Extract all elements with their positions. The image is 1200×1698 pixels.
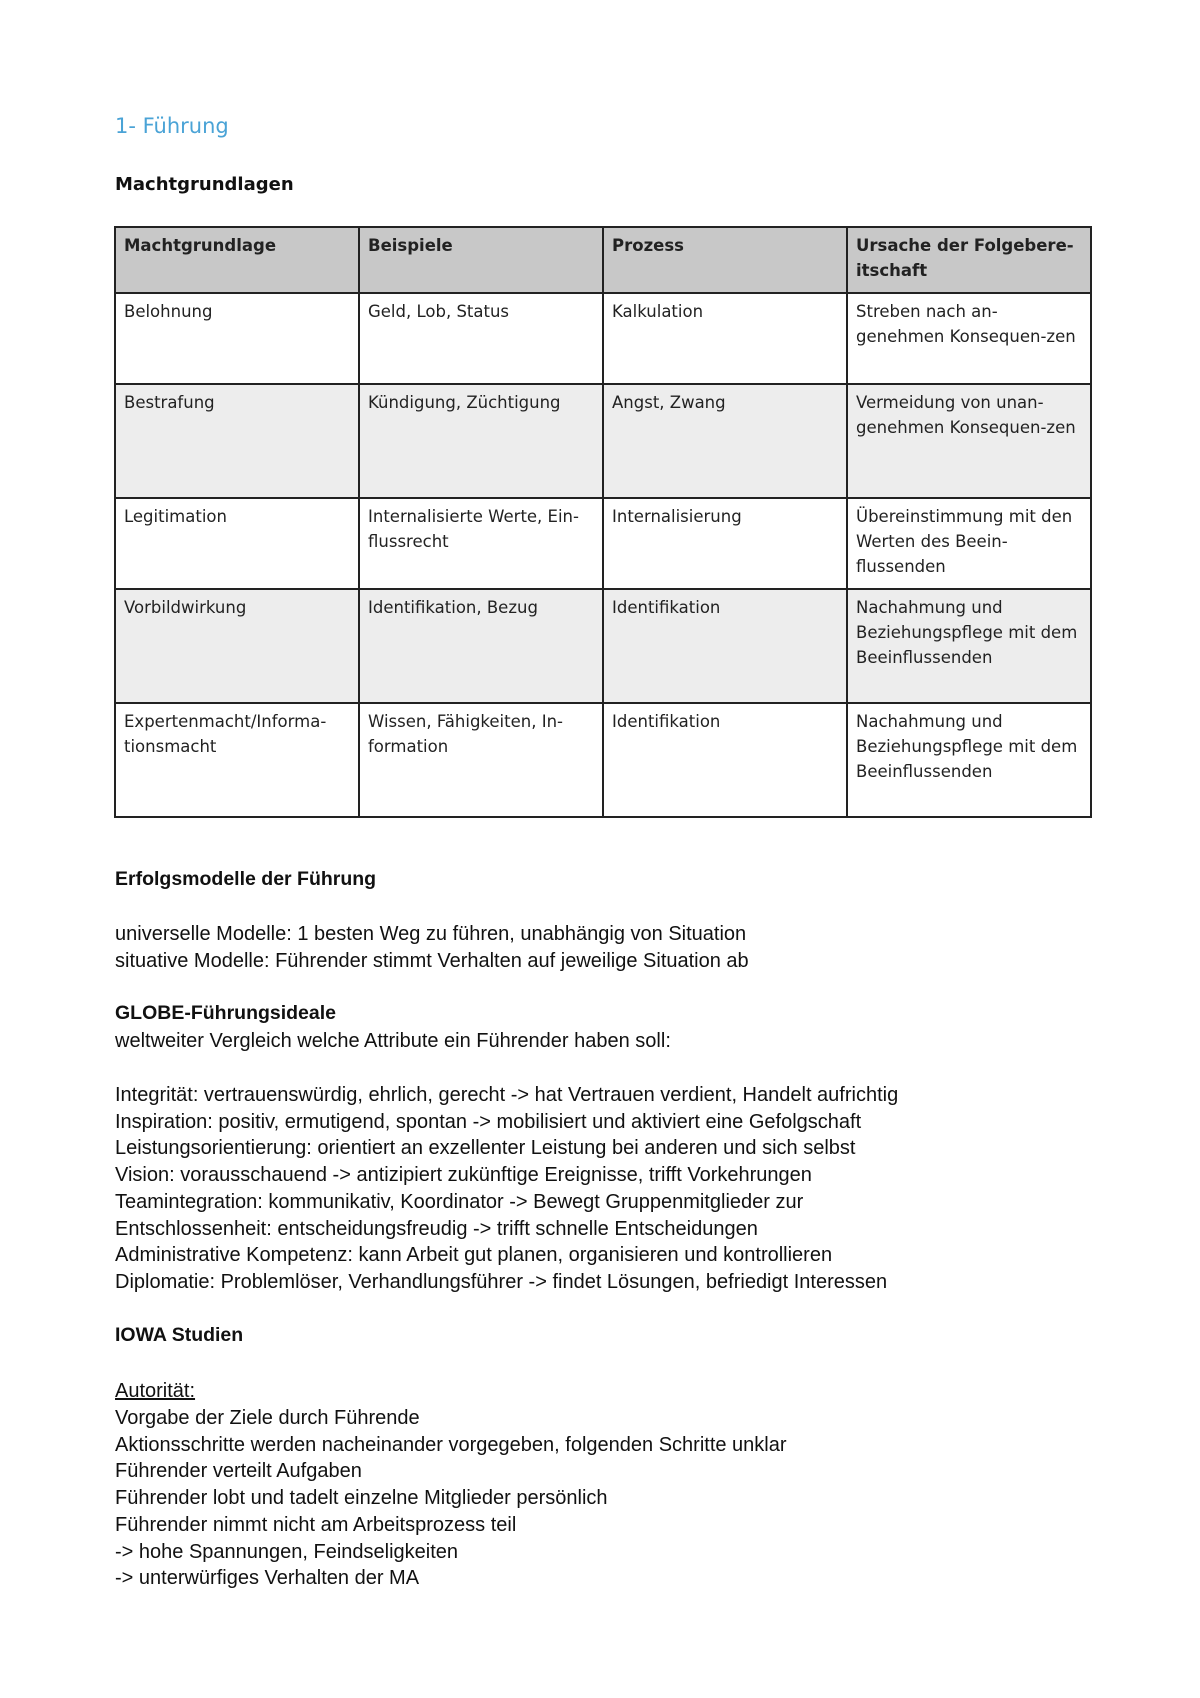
table-cell: Übereinstimmung mit den Werten des Beein-flussenden (847, 498, 1091, 589)
column-header: Prozess (603, 227, 847, 293)
table-cell: Identifikation, Bezug (359, 589, 603, 703)
text-line: situative Modelle: Führender stimmt Verhalten auf jeweilige Situation ab (115, 949, 749, 972)
table-row (115, 293, 1091, 384)
table-cell: Identifikation (603, 703, 847, 817)
table-cell: Internalisierte Werte, Ein-flussrecht (359, 498, 603, 589)
list-item: Administrative Kompetenz: kann Arbeit gut planen, organisieren und kontrollieren (115, 1244, 833, 1267)
table-cell: Vermeidung von unan-genehmen Konsequen-zen (847, 384, 1091, 498)
globe-heading: GLOBE-Führungsideale (115, 1002, 337, 1024)
table-row (115, 703, 1091, 817)
text-line: universelle Modelle: 1 besten Weg zu führen, unabhängig von Situation (115, 923, 747, 945)
globe-list (115, 1082, 898, 1296)
table-cell: Expertenmacht/Informa-tionsmacht (115, 703, 359, 817)
list-item: -> unterwürfiges Verhalten der MA (115, 1567, 420, 1590)
iowa-heading: IOWA Studien (115, 1324, 244, 1346)
table-cell: Geld, Lob, Status (359, 293, 603, 384)
list-item: Integrität: vertrauenswürdig, ehrlich, gerecht -> hat Vertrauen verdient, Handelt aufrichtig (115, 1084, 899, 1106)
table-cell: Legitimation (115, 498, 359, 589)
list-item: Diplomatie: Problemlöser, Verhandlungsführer -> findet Lösungen, befriedigt Interessen (115, 1270, 888, 1293)
column-header: Beispiele (359, 227, 603, 293)
list-item: Teamintegration: kommunikativ, Koordinator -> Bewegt Gruppenmitglieder zur (115, 1190, 804, 1213)
list-item: Führender lobt und tadelt einzelne Mitglieder persönlich (115, 1487, 608, 1510)
table-cell: Wissen, Fähigkeiten, In-formation (359, 703, 603, 817)
power-bases-table (114, 226, 1092, 818)
power-bases-heading: Machtgrundlagen (115, 174, 294, 195)
table-cell: Identifikation (603, 589, 847, 703)
column-header: Machtgrundlage (115, 227, 359, 293)
list-item: -> hohe Spannungen, Feindseligkeiten (115, 1540, 459, 1563)
table-cell: Streben nach an-genehmen Konsequen-zen (847, 293, 1091, 384)
table-cell: Kündigung, Züchtigung (359, 384, 603, 498)
table-cell: Nachahmung und Beziehungspflege mit dem Beeinflussenden (847, 703, 1091, 817)
table-row (115, 498, 1091, 589)
iowa-list (115, 1405, 787, 1592)
table-cell: Internalisierung (603, 498, 847, 589)
globe-intro: weltweiter Vergleich welche Attribute ein Führender haben soll: (115, 1030, 671, 1052)
success-models-heading: Erfolgsmodelle der Führung (115, 868, 377, 890)
table-row (115, 384, 1091, 498)
list-item: Führender nimmt nicht am Arbeitsprozess teil (115, 1513, 517, 1536)
table-cell: Belohnung (115, 293, 359, 384)
list-item: Leistungsorientierung: orientiert an exzellenter Leistung bei anderen und sich selbst (115, 1137, 856, 1160)
table-cell: Bestrafung (115, 384, 359, 498)
table-cell: Vorbildwirkung (115, 589, 359, 703)
list-item: Aktionsschritte werden nacheinander vorgegeben, folgenden Schritte unklar (115, 1433, 787, 1456)
table-header-row (115, 227, 1091, 293)
table-cell: Angst, Zwang (603, 384, 847, 498)
column-header: Ursache der Folgebere-itschaft (847, 227, 1091, 293)
list-item: Inspiration: positiv, ermutigend, spontan -> mobilisiert und aktiviert eine Gefolgschaft (115, 1110, 862, 1133)
list-item: Führender verteilt Aufgaben (115, 1460, 362, 1483)
list-item: Entschlossenheit: entscheidungsfreudig -> trifft schnelle Entscheidungen (115, 1217, 758, 1240)
list-item: Vorgabe der Ziele durch Führende (115, 1407, 420, 1429)
success-models-text (115, 921, 749, 974)
section-title: 1- Führung (115, 114, 229, 138)
table-cell: Nachahmung und Beziehungspflege mit dem Beeinflussenden (847, 589, 1091, 703)
table-cell: Kalkulation (603, 293, 847, 384)
iowa-subheading: Autorität: (115, 1380, 196, 1402)
list-item: Vision: vorausschauend -> antizipiert zukünftige Ereignisse, trifft Vorkehrungen (115, 1164, 812, 1187)
table-row (115, 589, 1091, 703)
